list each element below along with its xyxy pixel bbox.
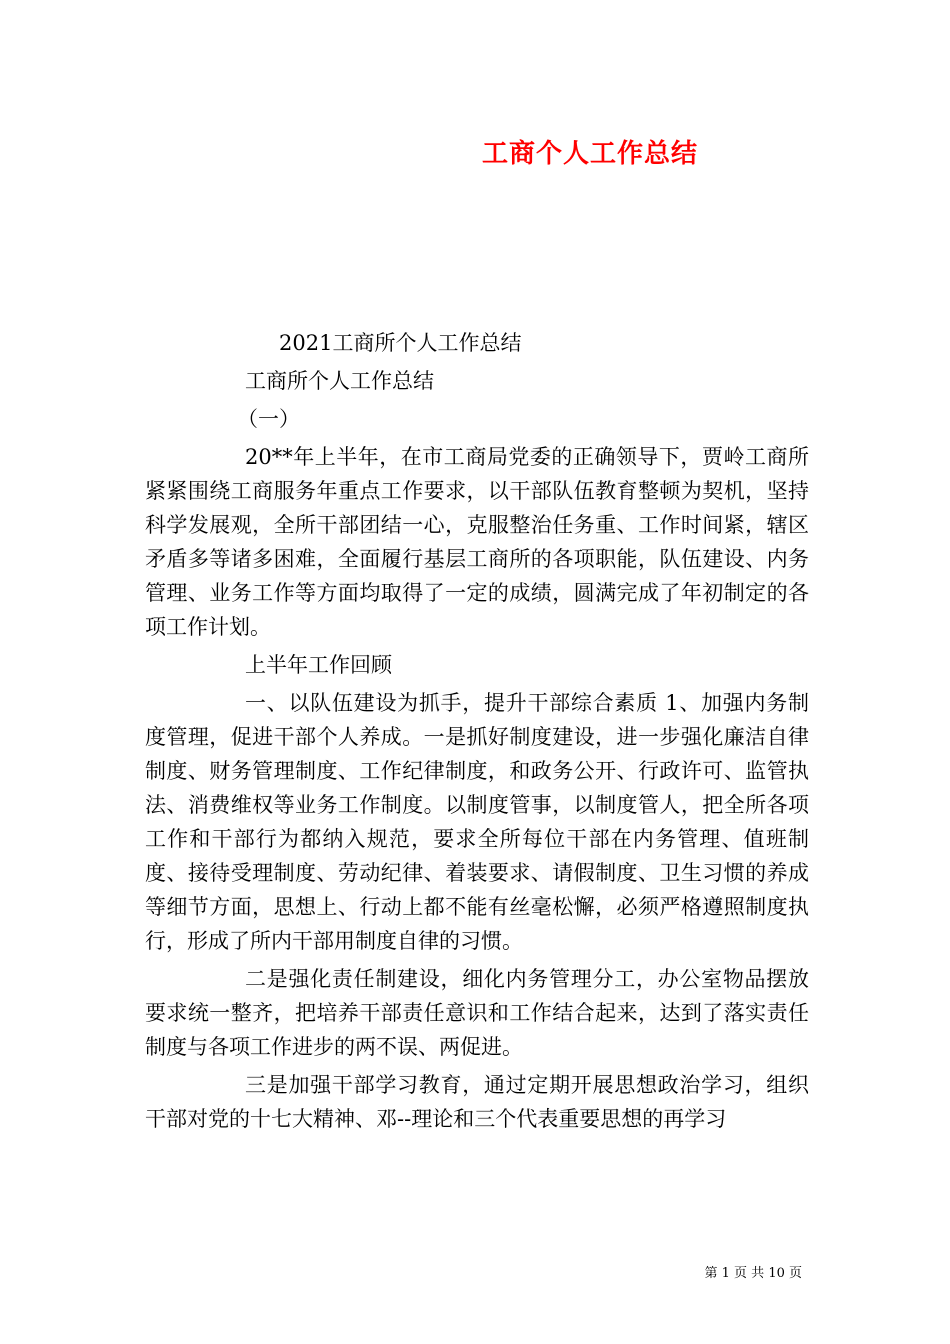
document-heading: 工商所个人工作总结	[245, 369, 434, 393]
paragraph-team-building: 一、以队伍建设为抓手，提升干部综合素质 1、加强内务制度管理，促进干部个人养成。一是抓好制度建设，进一步强化廉洁自律制度、财务管理制度、工作纪律制度，和政务公开、行政许可、监管执法、消费维权等业务工作制度。以制度管事，以制度管人，把全所各项工作和干部行为都纳入规范，要求全所每位干部在内务管理、值班制度、接待受理制度、劳动纪律、着装要求、请假制度、卫生习惯的养成等细节方面，思想上、行动上都不能有丝毫松懈，必须严格遵照制度执行，形成了所内干部用制度自律的习惯。	[145, 691, 809, 953]
paragraph-intro: 20**年上半年，在市工商局党委的正确领导下，贾岭工商所紧紧围绕工商服务年重点工作要求，以干部队伍教育整顿为契机，坚持科学发展观，全所干部团结一心，克服整治任务重、工作时间紧，辖区矛盾多等诸多困难，全面履行基层工商所的各项职能，队伍建设、内务管理、业务工作等方面均取得了一定的成绩，圆满完成了年初制定的各项工作计划。	[145, 445, 809, 639]
document-body	[145, 326, 809, 1140]
page-number: 第 1 页 共 10 页	[704, 1266, 802, 1281]
section-marker: （一）	[237, 407, 300, 431]
document-title: 工商个人工作总结	[481, 139, 698, 169]
paragraph-review-heading: 上半年工作回顾	[245, 653, 392, 677]
paragraph-study: 三是加强干部学习教育，通过定期开展思想政治学习，组织干部对党的十七大精神、邓--理论和三个代表重要思想的再学习	[145, 1073, 809, 1131]
paragraph-responsibility: 二是强化责任制建设，细化内务管理分工，办公室物品摆放要求统一整齐，把培养干部责任意识和工作结合起来，达到了落实责任制度与各项工作进步的两不误、两促进。	[145, 967, 809, 1059]
document-subtitle: 2021工商所个人工作总结	[279, 331, 522, 355]
